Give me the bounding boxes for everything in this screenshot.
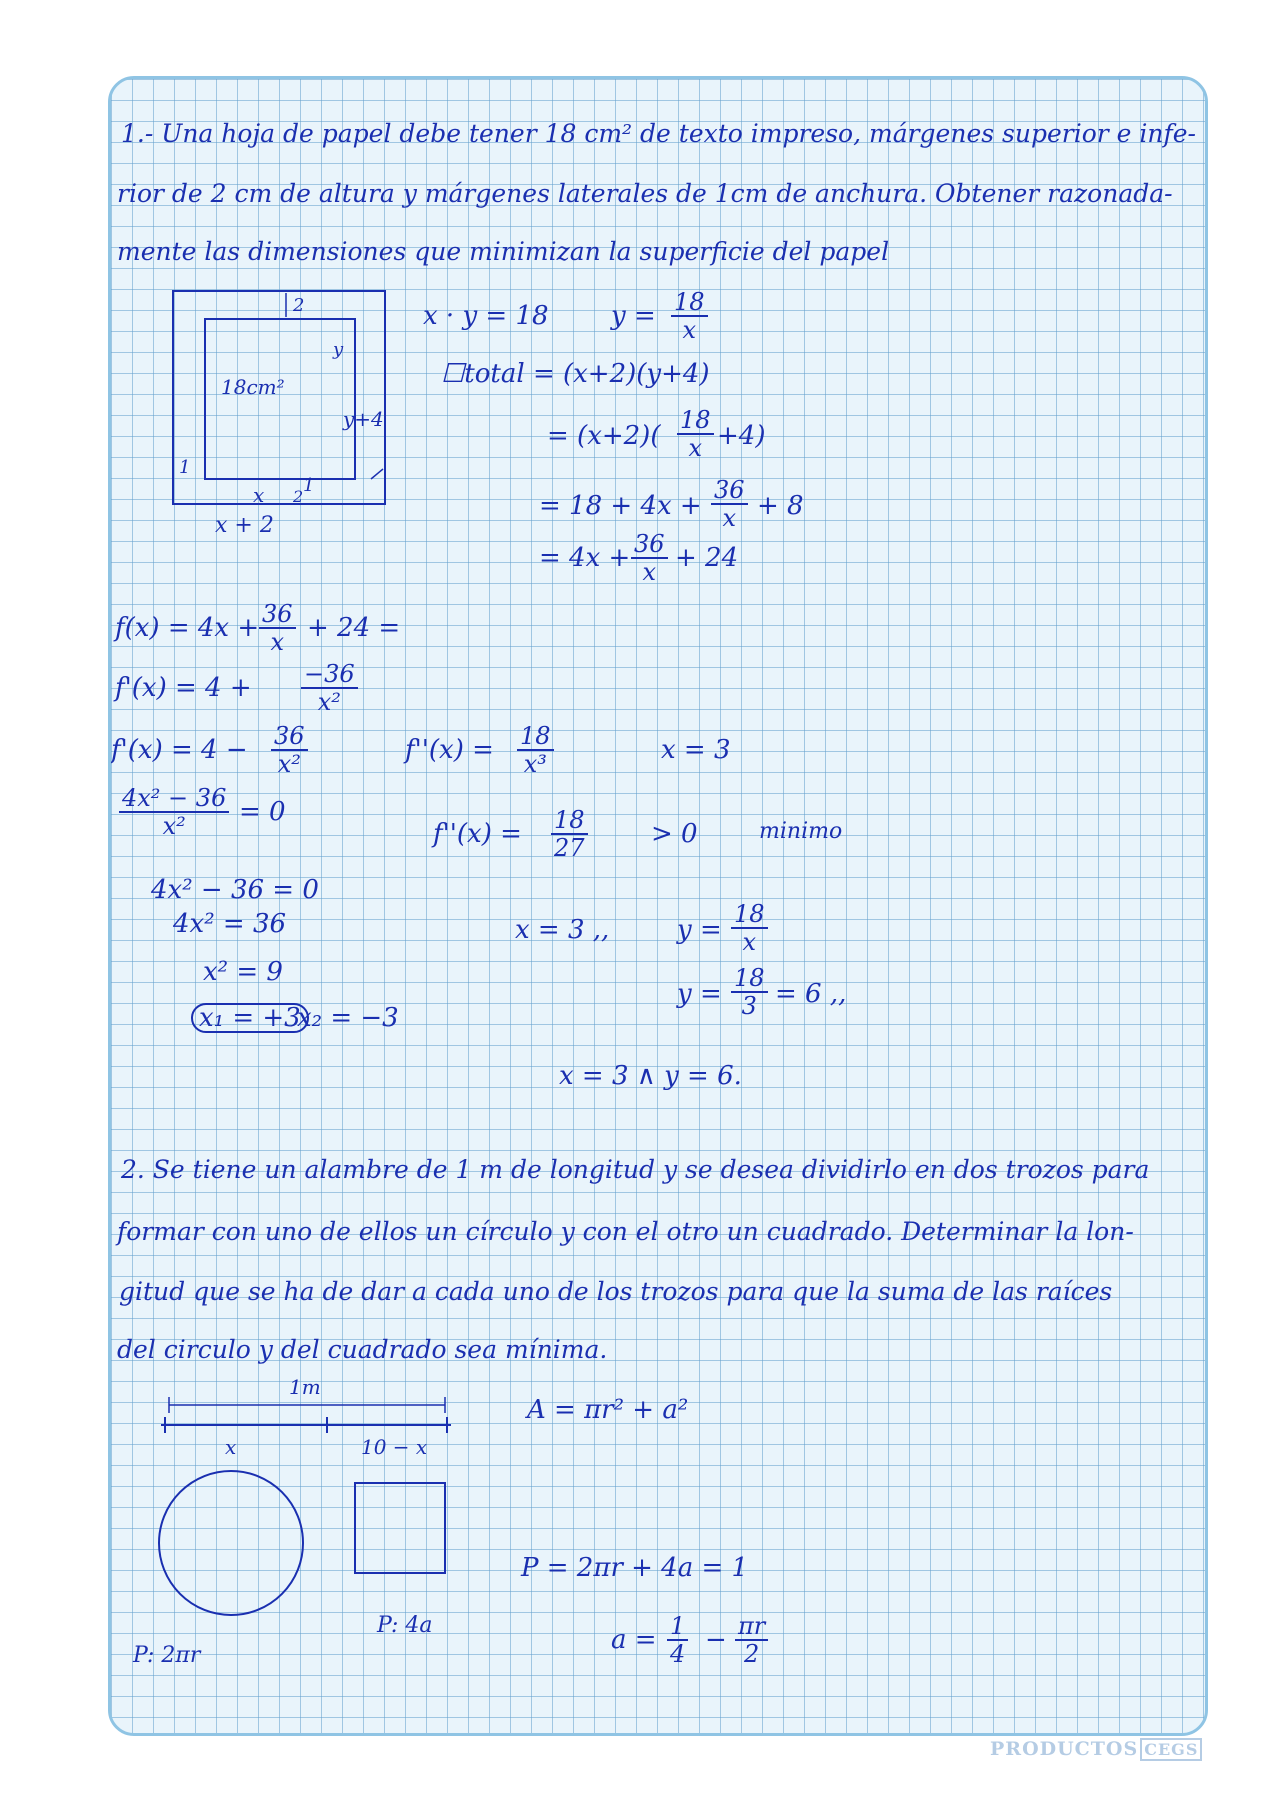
x-plus-2-label: x + 2 <box>215 513 274 538</box>
frac-num: 18 <box>671 289 708 317</box>
a-eq-lhs: a = <box>611 1625 657 1655</box>
frac-num: πr <box>735 1613 768 1641</box>
circle-perimeter-label: P: 2πr <box>133 1643 201 1668</box>
frac-den: 2 <box>743 1640 760 1669</box>
right-margin-label: 1 <box>303 475 315 496</box>
problem1-line-1: 1.- Una hoja de papel debe tener 18 cm² de texto impreso, márgenes superior e infe- <box>121 119 1196 148</box>
frac-den: x² <box>277 750 301 779</box>
frac-num: 1 <box>667 1613 688 1641</box>
wire-diagram <box>111 79 511 1736</box>
frac-num: 36 <box>711 477 748 505</box>
frac-num: 18 <box>731 901 768 929</box>
square-perimeter-label: P: 4a <box>377 1613 433 1638</box>
step1-end: +4) <box>717 421 766 451</box>
step3-frac <box>631 531 668 586</box>
frac-den: x <box>688 434 703 463</box>
top-margin-label: 2 <box>293 295 305 316</box>
f-end: + 24 = <box>307 613 401 643</box>
fpp2-positive: > 0 <box>651 819 698 849</box>
frac-den: x² <box>162 812 186 841</box>
x-result: x = 3 ,, <box>515 915 610 945</box>
fpp-frac <box>517 723 554 778</box>
root-x1-circled: x₁ = +3 <box>191 1003 309 1033</box>
frac-num: 18 <box>551 807 588 835</box>
y-result1-lhs: y = <box>677 915 722 945</box>
frac-num: 36 <box>631 531 668 559</box>
problem1-line-2: rior de 2 cm de altura y márgenes laterales de 1cm de anchura. Obtener razonada- <box>117 179 1173 208</box>
bottom-2-label: 2 <box>293 487 304 506</box>
y-label: y <box>333 339 344 360</box>
left-margin-label: 1 <box>179 457 191 478</box>
y-result2-rhs: = 6 ,, <box>775 979 847 1009</box>
minimo-label: minimo <box>759 819 843 844</box>
fprime2-start: f'(x) = 4 − <box>111 735 248 765</box>
step1-start: = (x+2)( <box>547 421 661 451</box>
notebook-sheet <box>108 76 1208 1736</box>
y-result2-frac <box>731 965 768 1020</box>
y-result2-lhs: y = <box>677 979 722 1009</box>
y-result1-frac <box>731 901 768 956</box>
frac-num: 36 <box>259 601 296 629</box>
y-solved-frac <box>671 289 708 344</box>
y-plus-4-label: y+4 <box>343 407 384 431</box>
frac-den: x² <box>317 688 341 717</box>
constraint-eq: x · y = 18 <box>423 301 549 331</box>
frac-num: 36 <box>271 723 308 751</box>
frac-den: 4 <box>670 1640 686 1669</box>
frac-den: x <box>722 504 737 533</box>
problem2-line-1: 2. Se tiene un alambre de 1 m de longitud y se desea dividirlo en dos trozos para <box>121 1155 1150 1184</box>
total-area-eq: ☐total = (x+2)(y+4) <box>441 359 710 389</box>
problem2-line-2: formar con uno de ellos un círculo y con el otro un cuadrado. Determinar la lon- <box>117 1217 1134 1246</box>
solve-step3: x² = 9 <box>203 957 283 987</box>
frac-den: 3 <box>741 992 757 1021</box>
fpp2-frac <box>551 807 588 862</box>
a-frac-2 <box>735 1613 768 1668</box>
y-solved-lhs: y = <box>611 301 656 331</box>
fprime1-start: f'(x) = 4 + <box>115 673 252 703</box>
final-answer: x = 3 ∧ y = 6. <box>559 1061 742 1091</box>
frac-num: 18 <box>517 723 554 751</box>
f-start: f(x) = 4x + <box>115 613 260 643</box>
total-length-label: 1m <box>289 1375 321 1399</box>
solve-step1: 4x² − 36 = 0 <box>151 875 319 905</box>
x-label: x <box>253 483 265 507</box>
solve-step2: 4x² = 36 <box>173 909 287 939</box>
a-frac-1 <box>667 1613 688 1668</box>
problem2-line-4: del circulo y del cuadrado sea mínima. <box>117 1335 608 1364</box>
fpp-start: f''(x) = <box>405 735 494 765</box>
step3-end: + 24 <box>675 543 739 573</box>
frac-den: x <box>642 558 657 587</box>
area-equation: A = πr² + a² <box>527 1395 689 1425</box>
area-label: 18cm² <box>221 375 285 399</box>
step2-start: = 18 + 4x + <box>539 491 702 521</box>
step3-start: = 4x + <box>539 543 631 573</box>
frac-num: 18 <box>677 407 714 435</box>
frac-den: x <box>682 316 697 345</box>
frac-num: 4x² − 36 <box>119 785 229 813</box>
problem2-line-3: gitud que se ha de dar a cada uno de los trozos para que la suma de las raíces <box>119 1277 1113 1306</box>
step2-frac <box>711 477 748 532</box>
root-x2: x₂ = −3 <box>297 1003 399 1033</box>
piece-x-label: x <box>225 1435 237 1459</box>
frac-den: x <box>742 928 757 957</box>
frac-den: x³ <box>523 750 547 779</box>
piece-rest-label: 10 − x <box>361 1435 428 1459</box>
fpp2-start: f''(x) = <box>433 819 522 849</box>
a-eq-minus: − <box>705 1625 727 1655</box>
square-shape <box>355 1483 445 1573</box>
step1-frac <box>677 407 714 462</box>
frac-den: x <box>270 628 285 657</box>
fpp-x-value: x = 3 <box>661 735 731 765</box>
frac-den: 27 <box>554 834 585 863</box>
frac-num: −36 <box>301 661 358 689</box>
step2-end: + 8 <box>757 491 804 521</box>
brand-box: CEGS <box>1140 1738 1202 1761</box>
circle-shape <box>159 1471 303 1615</box>
problem1-line-3: mente las dimensiones que minimizan la superficie del papel <box>117 237 890 266</box>
brand-text: PRODUCTOS <box>990 1738 1139 1760</box>
brand-footer <box>990 1738 1202 1760</box>
frac-num: 18 <box>731 965 768 993</box>
perimeter-equation: P = 2πr + 4a = 1 <box>521 1553 749 1583</box>
eq-zero: = 0 <box>239 797 286 827</box>
